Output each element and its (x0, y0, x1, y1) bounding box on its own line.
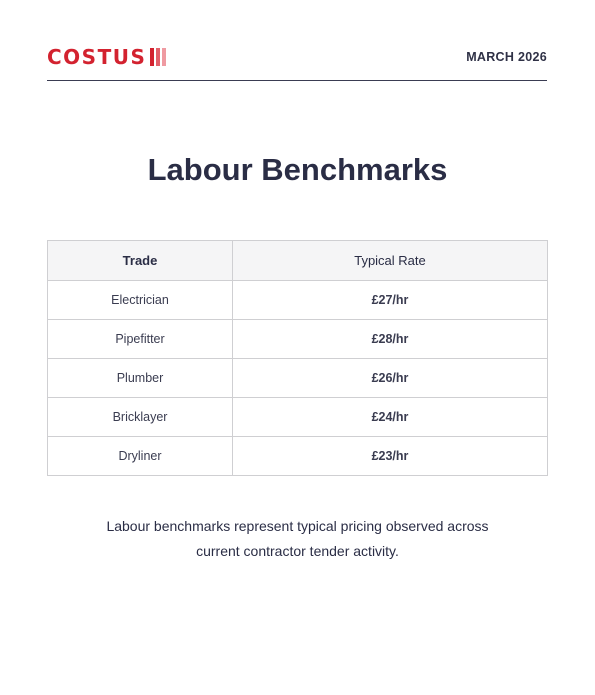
column-header-rate: Typical Rate (233, 241, 548, 281)
table-header-row (48, 241, 548, 281)
trade-cell: Plumber (48, 359, 233, 398)
logo-bars-icon (148, 48, 166, 66)
logo-bar (162, 48, 166, 66)
rate-cell: £24/hr (233, 398, 548, 437)
rate-cell: £27/hr (233, 281, 548, 320)
table-row (48, 437, 548, 476)
table-row (48, 320, 548, 359)
header-divider (47, 80, 547, 81)
report-date: MARCH 2026 (466, 50, 547, 64)
logo-bar (156, 48, 160, 66)
column-header-trade: Trade (48, 241, 233, 281)
page-header (47, 47, 547, 69)
logo-wordmark: COSTUS (47, 45, 147, 69)
trade-cell: Dryliner (48, 437, 233, 476)
logo-bar (150, 48, 154, 66)
note-line-1: Labour benchmarks represent typical pricing observed across (106, 518, 489, 534)
table-row (48, 281, 548, 320)
table-row (48, 359, 548, 398)
page-title: Labour Benchmarks (147, 152, 448, 187)
rate-cell: £23/hr (233, 437, 548, 476)
costus-logo (47, 47, 166, 67)
labour-rates-table (47, 240, 548, 476)
rate-cell: £26/hr (233, 359, 548, 398)
trade-cell: Electrician (48, 281, 233, 320)
benchmark-note (60, 514, 535, 564)
trade-cell: Bricklayer (48, 398, 233, 437)
table-row (48, 398, 548, 437)
rate-cell: £28/hr (233, 320, 548, 359)
trade-cell: Pipefitter (48, 320, 233, 359)
note-line-2: current contractor tender activity. (196, 543, 399, 559)
